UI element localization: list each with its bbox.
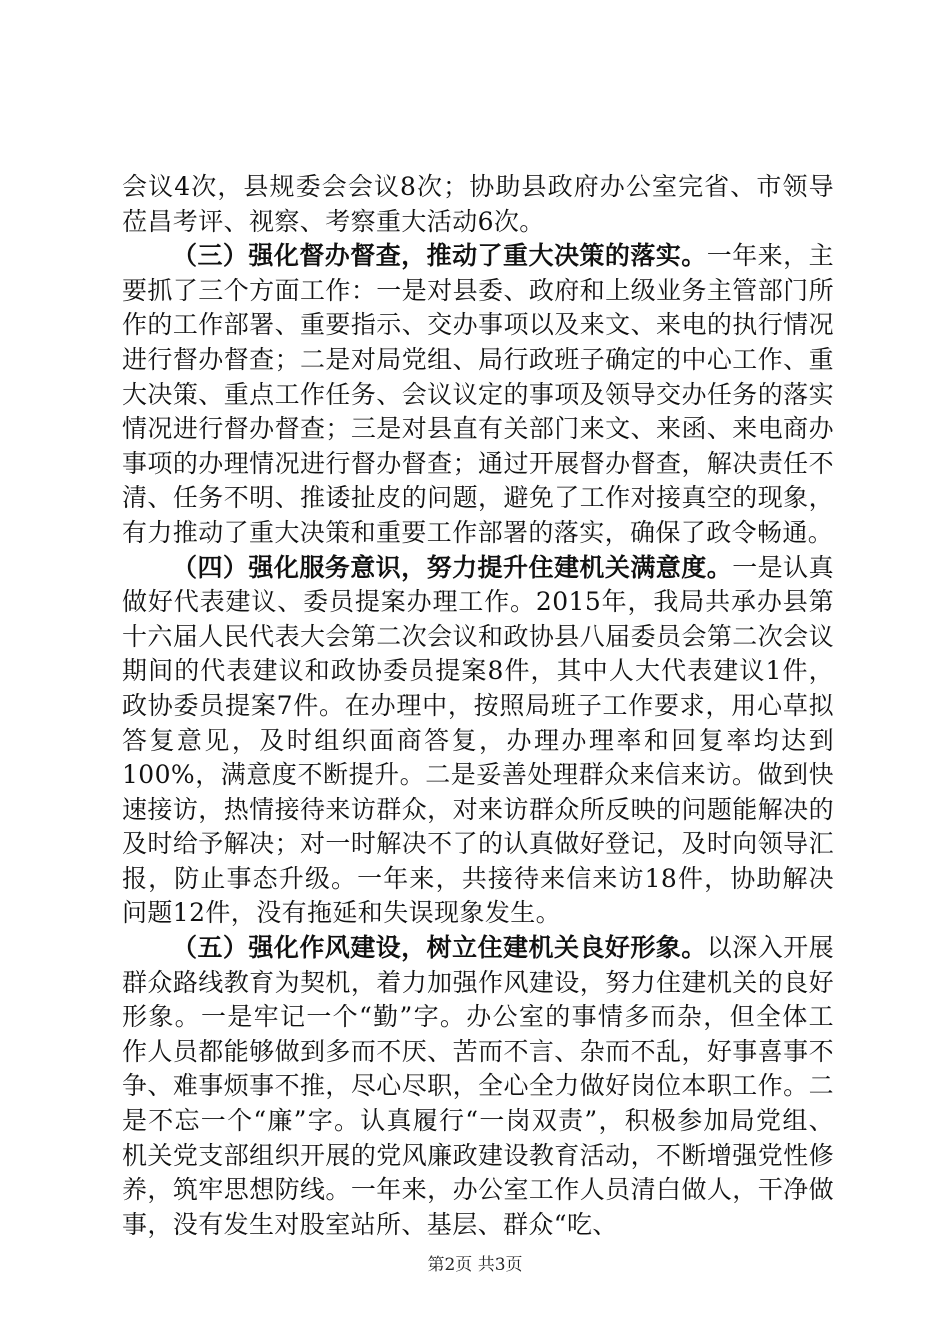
section-heading: （五）强化作风建设，树立住建机关良好形象。 — [172, 933, 707, 963]
paragraph-text: 一是认真做好代表建议、委员提案办理工作。2015年，我局共承办县第十六届人民代表大会第二次会议和政协县八届委员会第二次会议期间的代表建议和政协委员提案8件，其中人大代表建议1件，政协委员提案7件。在办理中，按照局班子工作要求，用心草拟答复意见，及时组织面商答复，办理办理率和回复率均达到100%，满意度不断提升。二是妥善处理群众来信来访。做到快速接访，热情接待来访群众，对来访群众所反映的问题能解决的及时给予解决；对一时解决不了的认真做好登记，及时向领导汇报，防止事态升级。一年来，共接待来信来访18件，协助解决问题12件，没有拖延和失误现象发生。 — [122, 552, 834, 928]
paragraph-section-3 — [122, 239, 834, 550]
document-body — [122, 170, 834, 1242]
paragraph-continuation — [122, 170, 834, 239]
paragraph-text: 会议4次，县规委会会议8次；协助县政府办公室完省、市领导莅昌考评、视察、考察重大活动6次。 — [122, 172, 834, 236]
page-footer: 第2页 共3页 — [427, 1255, 523, 1275]
paragraph-section-4 — [122, 551, 834, 932]
paragraph-text: 以深入开展群众路线教育为契机，着力加强作风建设，努力住建机关的良好形象。一是牢记一个“勤”字。办公室的事情多而杂，但全体工作人员都能够做到多而不厌、苦而不言、杂而不乱，好事喜事不争、难事烦事不推，尽心尽职，全心全力做好岗位本职工作。二是不忘一个“廉”字。认真履行“一岗双责”，积极参加局党组、机关党支部组织开展的党风廉政建设教育活动，不断增强党性修养，筑牢思想防线。一年来，办公室工作人员清白做人，干净做事，没有发生对股室站所、基层、群众“吃、 — [122, 933, 834, 1239]
paragraph-section-5 — [122, 931, 834, 1242]
paragraph-text: 一年来，主要抓了三个方面工作：一是对县委、政府和上级业务主管部门所作的工作部署、重要指示、交办事项以及来文、来电的执行情况进行督办督查；二是对局党组、局行政班子确定的中心工作、重大决策、重点工作任务、会议议定的事项及领导交办任务的落实情况进行督办督查；三是对县直有关部门来文、来函、来电商办事项的办理情况进行督办督查；通过开展督办督查，解决责任不清、任务不明、推诿扯皮的问题，避免了工作对接真空的现象，有力推动了重大决策和重要工作部署的落实，确保了政令畅通。 — [122, 241, 834, 547]
section-heading: （三）强化督办督查，推动了重大决策的落实。 — [172, 241, 707, 271]
section-heading: （四）强化服务意识，努力提升住建机关满意度。 — [172, 552, 733, 582]
